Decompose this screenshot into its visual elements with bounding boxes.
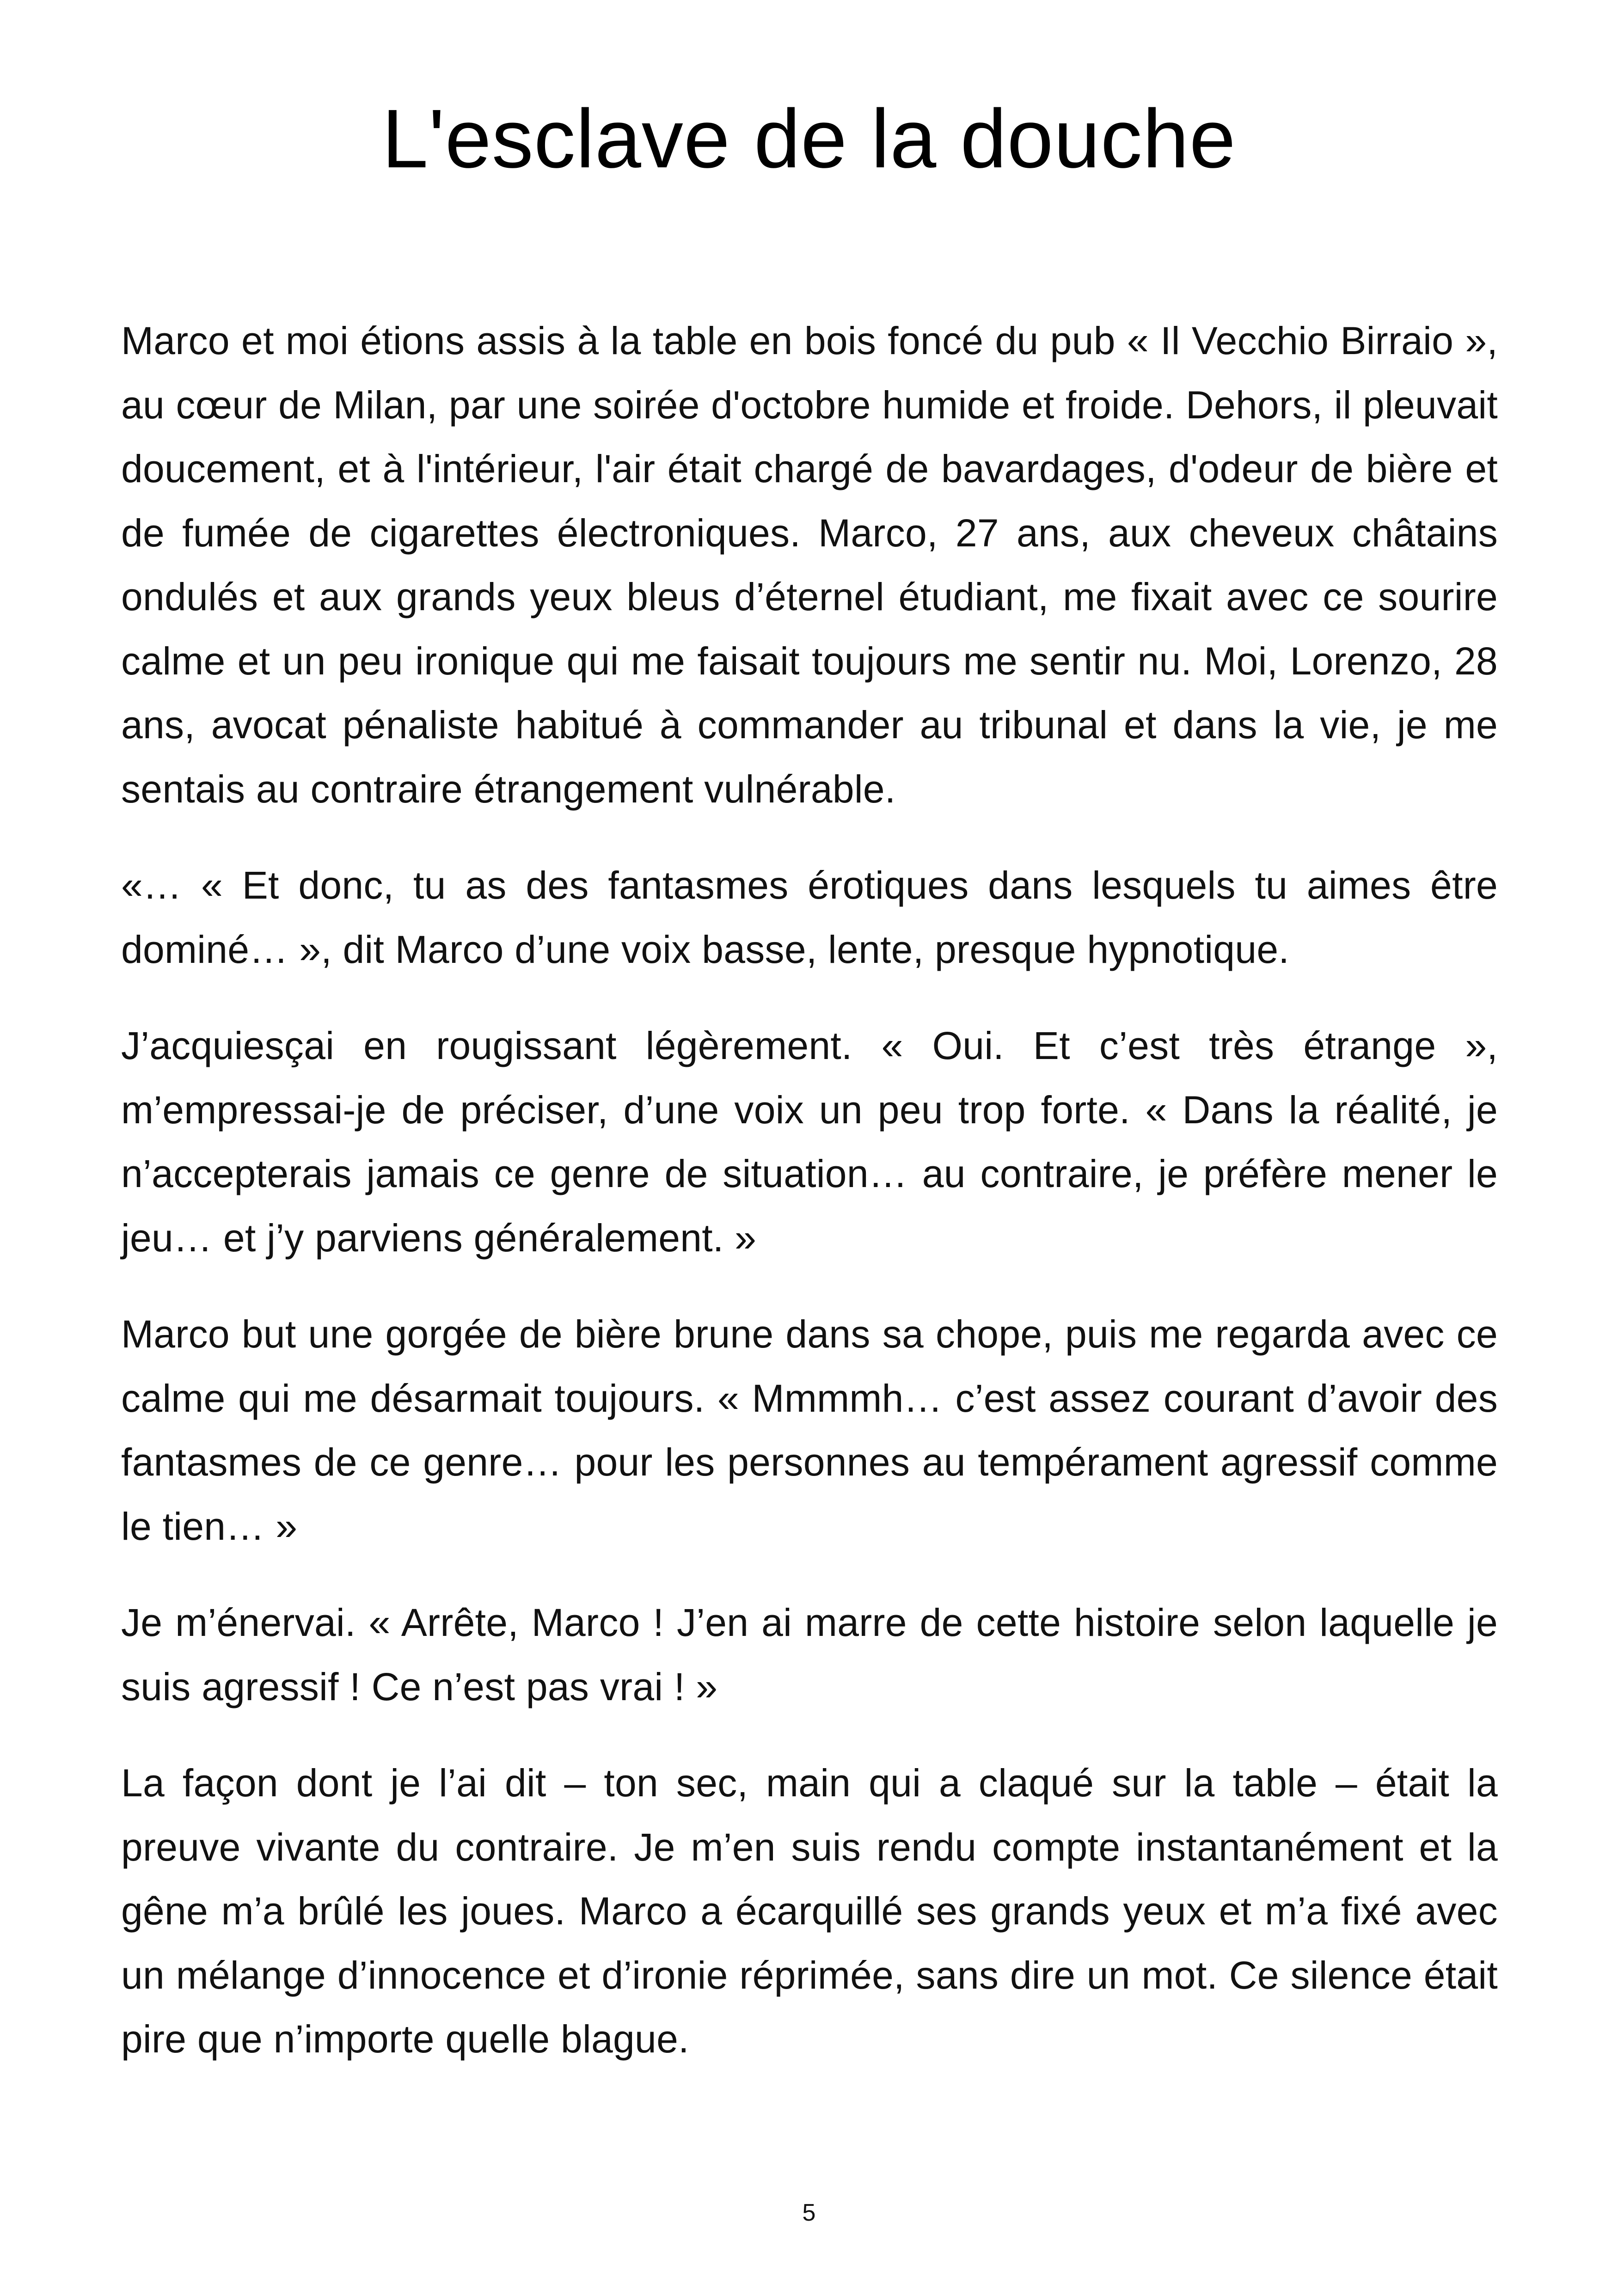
page-title: L'esclave de la douche xyxy=(382,92,1236,185)
paragraph-3: J’acquiesçai en rougissant légèrement. « Oui. Et c’est très étrange », m’empressai-je de préciser, d’une voix un peu trop forte. « Dans la réalité, je n’accepterais jamais ce genre de situation… au contraire, je préfère mener le jeu… et j’y parviens généralement. » xyxy=(121,1024,1498,1260)
body-text xyxy=(121,309,1498,2104)
paragraph-6: La façon dont je l’ai dit – ton sec, main qui a claqué sur la table – était la preuve vivante du contraire. Je m’en suis rendu compte instantanément et la gêne m’a brûlé les joues. Marco a écarquillé ses grands yeux et m’a fixé avec un mélange d’innocence et d’ironie réprimée, sans dire un mot. Ce silence était pire que n’importe quelle blague. xyxy=(121,1761,1498,2061)
paragraph-4: Marco but une gorgée de bière brune dans sa chope, puis me regarda avec ce calme qui me désarmait toujours. « Mmmmh… c’est assez courant d’avoir des fantasmes de ce genre… pour les personnes au tempérament agressif comme le tien… » xyxy=(121,1312,1498,1548)
page-number: 5 xyxy=(802,2199,816,2226)
paragraph-5: Je m’énervai. « Arrête, Marco ! J’en ai marre de cette histoire selon laquelle je suis agressif ! Ce n’est pas vrai ! » xyxy=(121,1601,1498,1708)
paragraph-2: «… « Et donc, tu as des fantasmes érotiques dans lesquels tu aimes être dominé… », dit Marco d’une voix basse, lente, presque hypnotique. xyxy=(121,863,1498,971)
paragraph-1: Marco et moi étions assis à la table en bois foncé du pub « Il Vecchio Birraio », au cœur de Milan, par une soirée d'octobre humide et froide. Dehors, il pleuvait doucement, et à l'intérieur, l'air était chargé de bavardages, d'odeur de bière et de fumée de cigarettes électroniques. Marco, 27 ans, aux cheveux châtains ondulés et aux grands yeux bleus d’éternel étudiant, me fixait avec ce sourire calme et un peu ironique qui me faisait toujours me sentir nu. Moi, Lorenzo, 28 ans, avocat pénaliste habitué à commander au tribunal et dans la vie, je me sentais au contraire étrangement vulnérable. xyxy=(121,319,1498,811)
